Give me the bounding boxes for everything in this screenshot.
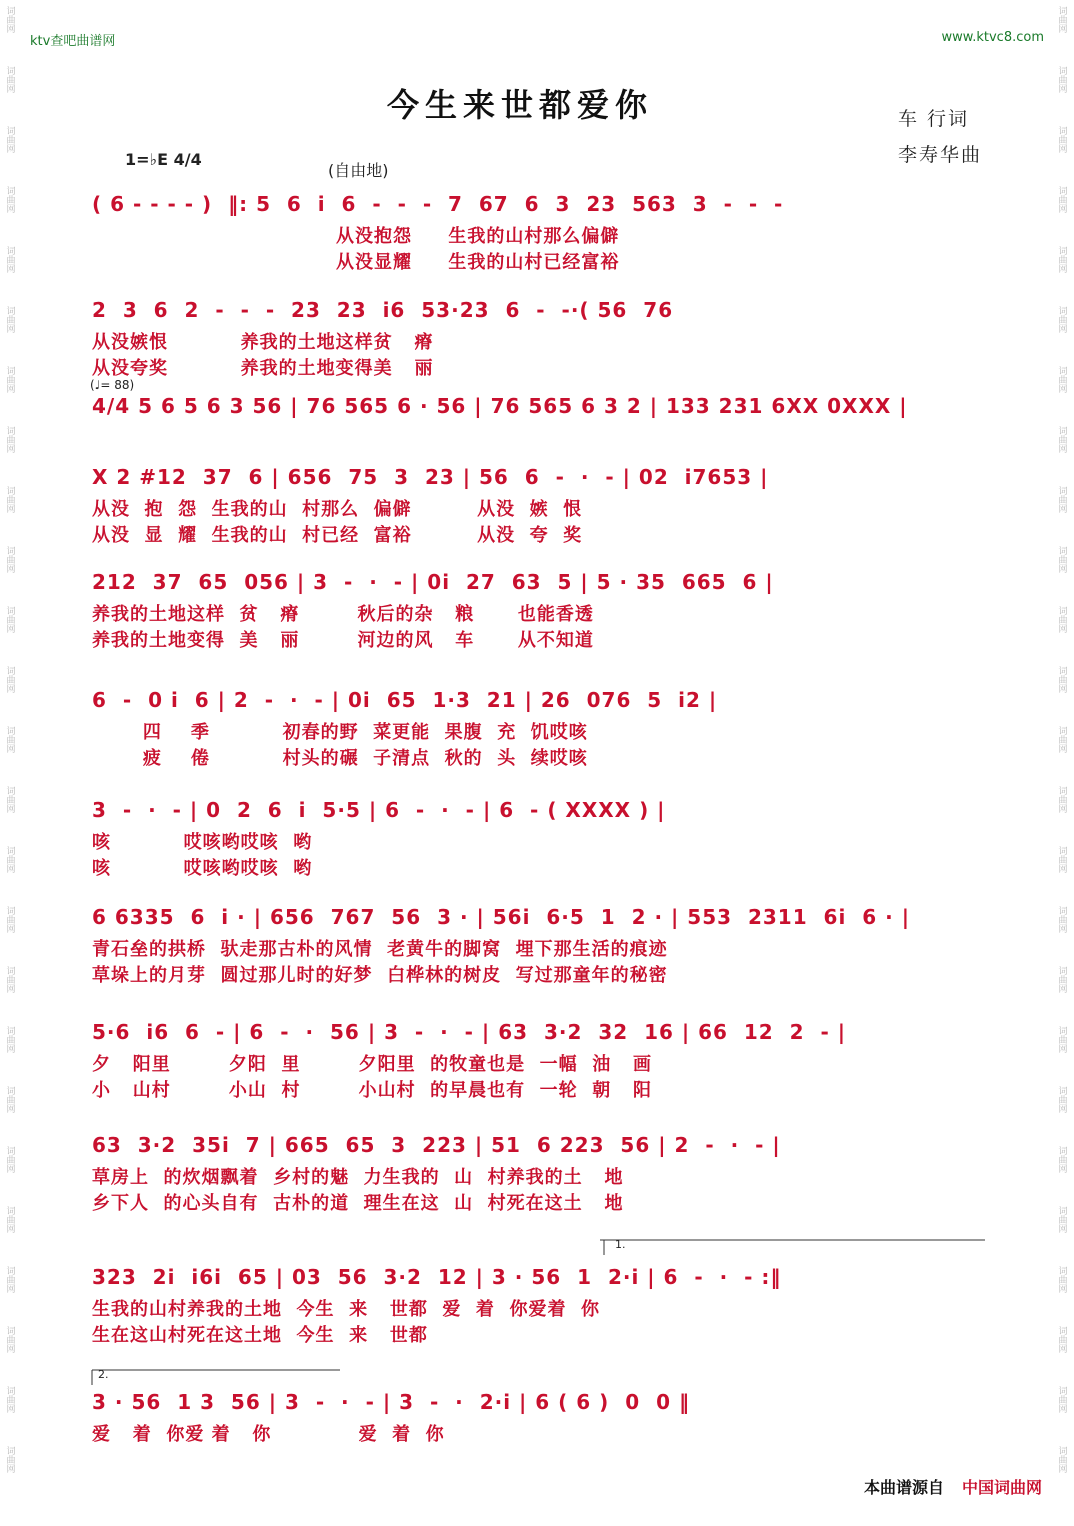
watermark-glyph: 曲 [6,496,16,506]
watermark-glyph: 词 [1058,667,1068,677]
watermark-glyph: 词 [6,1207,16,1217]
watermark-glyph: 词 [6,787,16,797]
notation-line: 6 6335 6 i · | 656 767 56 3 · | 56i 6·5 1 2 · | 553 2311 6i 6 · | [92,905,910,929]
composer-credit: 李寿华曲 [898,144,983,166]
watermark-glyph: 网 [6,145,16,155]
watermark-glyph: 词 [1058,1387,1068,1397]
watermark-glyph: 曲 [1058,856,1068,866]
watermark-glyph: 词 [6,247,16,257]
watermark-glyph: 词 [6,1027,16,1037]
watermark-glyph: 词 [6,547,16,557]
watermark-glyph: 曲 [6,1336,16,1346]
watermark-glyph: 网 [6,805,16,815]
watermark-glyph: 词 [1058,7,1068,17]
watermark-glyph: 网 [1058,685,1068,695]
watermark-glyph: 曲 [6,1216,16,1226]
watermark-glyph: 网 [1058,805,1068,815]
notation-line: X 2 #12 37 6 | 656 75 3 23 | 56 6 - · - | 02 i7653 | [92,465,769,489]
watermark-glyph: 曲 [6,76,16,86]
watermark-glyph: 曲 [1058,496,1068,506]
watermark-glyph: 词 [1058,1027,1068,1037]
lyric-line: 养我的土地这样 贫 瘠 秋后的杂 粮 也能香透 [92,604,594,625]
watermark-glyph: 曲 [6,856,16,866]
watermark-glyph: 词 [1058,967,1068,977]
lyric-line: 四 季 初春的野 菜更能 果腹 充 饥哎咳 [92,722,588,743]
watermark-glyph: 曲 [1058,736,1068,746]
watermark-glyph: 曲 [1058,136,1068,146]
watermark-glyph: 曲 [1058,556,1068,566]
watermark-glyph: 词 [6,427,16,437]
lyric-line: 疲 倦 村头的碾 子清点 秋的 头 续哎咳 [92,748,588,769]
second-ending-label: 2. [98,1368,109,1381]
notation-line: 212 37 65 056 | 3 - · - | 0i 27 63 5 | 5 · 35 665 6 | [92,570,774,594]
watermark-glyph: 曲 [6,436,16,446]
notation-line: 3 · 56 1 3 56 | 3 - · - | 3 - · 2·i | 6 ( 6 ) 0 0 ‖ [92,1390,690,1414]
watermark-glyph: 曲 [1058,256,1068,266]
watermark-glyph: 网 [1058,1345,1068,1355]
watermark-glyph: 词 [6,67,16,77]
watermark-glyph: 曲 [1058,316,1068,326]
watermark-glyph: 词 [1058,607,1068,617]
watermark-glyph: 曲 [6,196,16,206]
notation-line: ( 6 - - - - ) ‖: 5 6 i 6 - - - 7 67 6 3 23 563 3 - - - [92,192,784,216]
watermark-glyph: 网 [6,745,16,755]
watermark-glyph: 网 [6,985,16,995]
notation-line: 63 3·2 35i 7 | 665 65 3 223 | 51 6 223 56 | 2 - · - | [92,1133,781,1157]
watermark-glyph: 网 [1058,745,1068,755]
watermark-glyph: 网 [1058,1225,1068,1235]
watermark-glyph: 网 [1058,1405,1068,1415]
key-signature: 1=♭E 4/4 [125,150,202,169]
watermark-glyph: 词 [1058,127,1068,137]
watermark-glyph: 网 [1058,925,1068,935]
watermark-glyph: 曲 [1058,916,1068,926]
watermark-glyph: 曲 [1058,1096,1068,1106]
watermark-glyph: 网 [6,1465,16,1475]
watermark-glyph: 网 [1058,325,1068,335]
notation-line: 4/4 5 6 5 6 3 56 | 76 565 6 · 56 | 76 565 6 3 2 | 133 231 6XX 0XXX | [92,394,908,418]
watermark-glyph: 网 [1058,205,1068,215]
watermark-glyph: 词 [6,1387,16,1397]
notation-line: 5·6 i6 6 - | 6 - · 56 | 3 - · - | 63 3·2 32 16 | 66 12 2 - | [92,1020,847,1044]
watermark-glyph: 网 [1058,1105,1068,1115]
lyric-line: 青石垒的拱桥 驮走那古朴的风情 老黄牛的脚窝 埋下那生活的痕迹 [92,939,668,960]
lyric-line: 从没嫉恨 养我的土地这样贫 瘠 [92,332,434,353]
watermark-glyph: 曲 [1058,196,1068,206]
lyric-line: 从没 抱 怨 生我的山 村那么 偏僻 从没 嫉 恨 [92,499,583,520]
watermark-glyph: 网 [1058,265,1068,275]
watermark-glyph: 曲 [1058,436,1068,446]
watermark-glyph: 网 [1058,1465,1068,1475]
watermark-glyph: 词 [6,727,16,737]
watermark-glyph: 词 [1058,247,1068,257]
watermark-glyph: 词 [1058,487,1068,497]
watermark-glyph: 曲 [1058,616,1068,626]
watermark-glyph: 网 [6,1045,16,1055]
watermark-glyph: 曲 [1058,1156,1068,1166]
lyric-line: 草房上 的炊烟飘着 乡村的魅 力生我的 山 村养我的土 地 [92,1167,624,1188]
free-tempo-mark: (自由地) [328,161,389,180]
watermark-glyph: 词 [6,127,16,137]
watermark-glyph: 曲 [6,556,16,566]
watermark-glyph: 网 [1058,85,1068,95]
watermark-glyph: 网 [6,1345,16,1355]
watermark-glyph: 词 [1058,1207,1068,1217]
watermark-glyph: 曲 [6,1276,16,1286]
notation-line: 323 2i i6i 65 | 03 56 3·2 12 | 3 · 56 1 2·i | 6 - · - :‖ [92,1265,782,1289]
lyric-line: 从没 显 耀 生我的山 村已经 富裕 从没 夸 奖 [92,525,583,546]
watermark-glyph: 曲 [6,1156,16,1166]
watermark-glyph: 网 [6,685,16,695]
watermark-glyph: 网 [6,205,16,215]
watermark-glyph: 词 [1058,727,1068,737]
lyric-line: 从没显耀 生我的山村已经富裕 [336,252,620,273]
watermark-glyph: 网 [6,85,16,95]
watermark-glyph: 曲 [6,1456,16,1466]
watermark-glyph: 曲 [1058,796,1068,806]
watermark-glyph: 网 [1058,625,1068,635]
watermark-glyph: 词 [1058,1147,1068,1157]
watermark-glyph: 词 [1058,1087,1068,1097]
watermark-glyph: 词 [1058,187,1068,197]
notation-line: 2 3 6 2 - - - 23 23 i6 53·23 6 - -·( 56 76 [92,298,674,322]
watermark-glyph: 网 [6,1225,16,1235]
watermark-glyph: 词 [1058,367,1068,377]
lyric-line: 从没抱怨 生我的山村那么偏僻 [336,226,620,247]
watermark-glyph: 网 [1058,565,1068,575]
watermark-glyph: 曲 [6,736,16,746]
watermark-glyph: 词 [1058,307,1068,317]
watermark-glyph: 词 [6,7,16,17]
footer-source-label: 本曲谱源自 [863,1478,944,1497]
watermark-glyph: 曲 [6,1096,16,1106]
watermark-glyph: 词 [6,487,16,497]
lyric-line: 爱 着 你爱 着 你 爱 着 你 [92,1424,445,1445]
first-ending-label: 1. [615,1238,626,1251]
watermark-glyph: 曲 [1058,1276,1068,1286]
watermark-glyph: 曲 [1058,976,1068,986]
watermark-glyph: 曲 [6,256,16,266]
watermark-glyph: 曲 [1058,1036,1068,1046]
watermark-glyph: 网 [1058,1165,1068,1175]
watermark-glyph: 网 [6,925,16,935]
lyric-line: 乡下人 的心头自有 古朴的道 理生在这 山 村死在这土 地 [92,1193,624,1214]
watermark-glyph: 网 [1058,505,1068,515]
watermark-glyph: 词 [1058,1447,1068,1457]
lyric-line: 生我的山村养我的土地 今生 来 世都 爱 着 你爱着 你 [92,1299,600,1320]
watermark-glyph: 曲 [6,16,16,26]
lyric-line: 咳 哎咳哟哎咳 哟 [92,858,313,879]
watermark-glyph: 曲 [1058,16,1068,26]
watermark-glyph: 词 [1058,847,1068,857]
site-link-right[interactable]: www.ktvc8.com [941,30,1044,45]
footer-source-site[interactable]: 中国词曲网 [961,1478,1042,1497]
watermark-glyph: 网 [6,325,16,335]
watermark-glyph: 词 [1058,787,1068,797]
watermark-glyph: 词 [6,1147,16,1157]
site-link-left[interactable]: ktv查吧曲谱网 [30,34,116,49]
watermark-glyph: 网 [6,1405,16,1415]
lyric-line: 小 山村 小山 村 小山村 的早晨也有 一轮 朝 阳 [92,1080,652,1101]
watermark-glyph: 曲 [1058,676,1068,686]
watermark-glyph: 网 [6,385,16,395]
watermark-glyph: 曲 [6,1396,16,1406]
watermark-glyph: 曲 [6,1036,16,1046]
watermark-glyph: 词 [6,307,16,317]
watermark-glyph: 网 [6,1285,16,1295]
watermark-glyph: 网 [6,265,16,275]
watermark-glyph: 网 [6,1165,16,1175]
watermark-glyph: 网 [1058,1285,1068,1295]
watermark-glyph: 词 [6,907,16,917]
lyricist-credit: 车 行词 [898,108,970,130]
watermark-glyph: 词 [1058,427,1068,437]
watermark-glyph: 网 [6,1105,16,1115]
watermark-glyph: 网 [1058,985,1068,995]
lyric-line: 生在这山村死在这土地 今生 来 世都 [92,1325,428,1346]
watermark-glyph: 曲 [6,136,16,146]
watermark-glyph: 网 [1058,25,1068,35]
watermark-glyph: 词 [1058,67,1068,77]
watermark-glyph: 网 [1058,385,1068,395]
watermark-glyph: 词 [1058,907,1068,917]
watermark-glyph: 词 [6,1087,16,1097]
watermark-glyph: 曲 [1058,1216,1068,1226]
lyric-line: 草垛上的月芽 圆过那儿时的好梦 白桦林的树皮 写过那童年的秘密 [92,965,668,986]
notation-line: 3 - · - | 0 2 6 i 5·5 | 6 - · - | 6 - ( XXXX ) | [92,798,666,822]
watermark-glyph: 曲 [1058,1336,1068,1346]
watermark-glyph: 网 [6,505,16,515]
watermark-glyph: 曲 [6,376,16,386]
watermark-glyph: 曲 [6,796,16,806]
watermark-glyph: 网 [6,25,16,35]
watermark-glyph: 词 [6,847,16,857]
watermark-glyph: 词 [6,367,16,377]
watermark-glyph: 网 [6,445,16,455]
lyric-line: 咳 哎咳哟哎咳 哟 [92,832,313,853]
watermark-glyph: 词 [6,667,16,677]
watermark-glyph: 曲 [6,676,16,686]
watermark-glyph: 网 [1058,145,1068,155]
watermark-glyph: 曲 [1058,76,1068,86]
watermark-glyph: 词 [6,187,16,197]
watermark-glyph: 网 [6,565,16,575]
song-title: 今生来世都爱你 [386,86,653,124]
watermark-glyph: 词 [6,607,16,617]
lyric-line: 夕 阳里 夕阳 里 夕阳里 的牧童也是 一幅 油 画 [92,1054,652,1075]
watermark-glyph: 曲 [1058,1396,1068,1406]
watermark-glyph: 词 [1058,1267,1068,1277]
lyric-line: 从没夸奖 养我的土地变得美 丽 [92,358,434,379]
tempo-mark: (♩= 88) [90,378,135,392]
watermark-glyph: 网 [1058,865,1068,875]
watermark-glyph: 词 [6,967,16,977]
watermark-glyph: 词 [1058,1327,1068,1337]
watermark-glyph: 曲 [6,976,16,986]
watermark-glyph: 网 [6,865,16,875]
watermark-glyph: 网 [6,625,16,635]
watermark-glyph: 曲 [1058,1456,1068,1466]
notation-line: 6 - 0 i 6 | 2 - · - | 0i 65 1·3 21 | 26 076 5 i2 | [92,688,718,712]
watermark-glyph: 网 [1058,1045,1068,1055]
watermark-glyph: 曲 [6,616,16,626]
watermark-glyph: 曲 [6,316,16,326]
watermark-glyph: 曲 [6,916,16,926]
watermark-glyph: 词 [6,1327,16,1337]
watermark-glyph: 词 [6,1447,16,1457]
watermark-glyph: 曲 [1058,376,1068,386]
watermark-glyph: 网 [1058,445,1068,455]
watermark-glyph: 词 [1058,547,1068,557]
watermark-glyph: 词 [6,1267,16,1277]
lyric-line: 养我的土地变得 美 丽 河边的风 车 从不知道 [92,630,594,651]
